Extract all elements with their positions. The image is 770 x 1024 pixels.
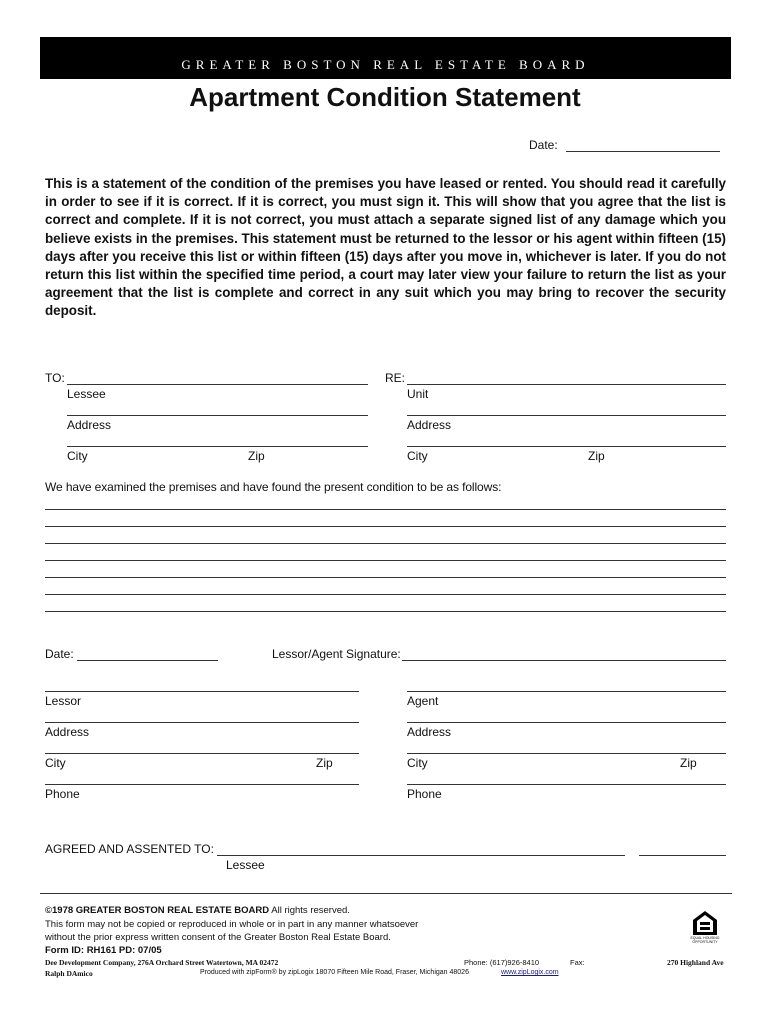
page-title: Apartment Condition Statement: [189, 82, 581, 112]
intro-paragraph: This is a statement of the condition of the premises you have leased or rented. You should read it carefully in order to see if it is correct. If it is correct, you must sign it. This will show that you agree that the list is correct and complete. If it is not correct, you must attach a separate signed list of any damage which you believe exists in the premises. This statement must be returned to the lessor or his agent within fifteen (15) days after you receive this list or within fifteen (15) days after you move in, whichever is later. If you do not return this list within the specified time period, a court may later view your failure to return the list as your agreement that the list is complete and correct in any suit which you may bring to recover the security deposit.: [45, 176, 726, 319]
condition-label: We have examined the premises and have found the present condition to be as follows:: [45, 480, 502, 494]
footer-divider: [40, 893, 732, 894]
condition-line[interactable]: [45, 543, 726, 544]
to-city-label: City: [67, 449, 88, 463]
to-label: TO:: [45, 371, 65, 385]
lessor-zip-label: Zip: [316, 756, 333, 770]
lessor-address-field[interactable]: [45, 722, 359, 723]
agreed-label: AGREED AND ASSENTED TO:: [45, 842, 214, 856]
condition-line[interactable]: [45, 611, 726, 612]
condition-line[interactable]: [45, 509, 726, 510]
re-city-zip-field[interactable]: [407, 446, 726, 447]
lessor-agent-signature-label: Lessor/Agent Signature:: [272, 647, 401, 661]
equal-housing-text: EQUAL HOUSING OPPORTUNITY: [690, 936, 720, 944]
notice-line-2: without the prior express written consent of the Greater Boston Real Estate Board.: [45, 932, 391, 943]
footer-address: 270 Highland Ave: [667, 958, 724, 967]
lessor-address-label: Address: [45, 725, 90, 739]
ziplogix-link[interactable]: www.zipLogix.com: [501, 969, 559, 976]
condition-line[interactable]: [45, 577, 726, 578]
agent-city-label: City: [407, 756, 428, 770]
produced-by: Produced with zipForm® by zipLogix 18070 Fifteen Mile Road, Fraser, Michigan 48026: [200, 969, 469, 976]
re-zip-label: Zip: [588, 449, 605, 463]
date-field[interactable]: [566, 151, 720, 152]
lessor-label: Lessor: [45, 694, 82, 708]
to-city-zip-field[interactable]: [67, 446, 368, 447]
person-name: Ralph DAmico: [45, 969, 93, 978]
agreed-lessee-field[interactable]: [217, 855, 625, 856]
copyright: [45, 905, 350, 916]
to-lessee-label: Lessee: [67, 387, 106, 401]
lessor-phone-label: Phone: [45, 787, 80, 801]
re-address-label: Address: [407, 418, 452, 432]
header-banner: [40, 37, 731, 79]
to-address-field[interactable]: [67, 415, 368, 416]
agent-label: Agent: [407, 694, 439, 708]
to-address-label: Address: [67, 418, 112, 432]
fax: Fax:: [570, 958, 585, 967]
copyright-rest: All rights reserved.: [269, 905, 350, 916]
agent-city-zip-field[interactable]: [407, 753, 726, 754]
company: Dee Development Company, 276A Orchard Street Watertown, MA 02472: [45, 958, 279, 967]
lessor-city-zip-field[interactable]: [45, 753, 359, 754]
re-address-field[interactable]: [407, 415, 726, 416]
unit-field[interactable]: [407, 384, 726, 385]
signature-date-label: Date:: [45, 647, 74, 661]
agreed-lessee-label: Lessee: [226, 858, 265, 872]
form-id: Form ID: RH161 PD: 07/05: [45, 945, 162, 956]
notice-line-1: This form may not be copied or reproduced in whole or in part in any manner whatsoever: [45, 919, 419, 930]
re-city-label: City: [407, 449, 428, 463]
re-label: RE:: [385, 371, 406, 385]
date-label: Date:: [529, 138, 558, 152]
agreed-date-field[interactable]: [639, 855, 726, 856]
phone: Phone: (617)926-8410: [464, 958, 540, 967]
condition-line[interactable]: [45, 526, 726, 527]
lessor-city-label: City: [45, 756, 66, 770]
agent-phone-label: Phone: [407, 787, 442, 801]
equal-housing-icon: [692, 910, 718, 944]
condition-line[interactable]: [45, 594, 726, 595]
copyright-bold: ©1978 GREATER BOSTON REAL ESTATE BOARD: [45, 905, 270, 916]
agent-phone-field[interactable]: [407, 784, 726, 785]
lessor-phone-field[interactable]: [45, 784, 359, 785]
signature-date-field[interactable]: [77, 660, 218, 661]
lessee-field[interactable]: [67, 384, 368, 385]
condition-line[interactable]: [45, 560, 726, 561]
lessor-agent-signature-field[interactable]: [402, 660, 726, 661]
to-zip-label: Zip: [248, 449, 265, 463]
agent-zip-label: Zip: [680, 756, 697, 770]
board-name: GREATER BOSTON REAL ESTATE BOARD: [181, 57, 590, 72]
agent-address-label: Address: [407, 725, 452, 739]
lessor-field[interactable]: [45, 691, 359, 692]
agent-address-field[interactable]: [407, 722, 726, 723]
re-unit-label: Unit: [407, 387, 429, 401]
agent-field[interactable]: [407, 691, 726, 692]
